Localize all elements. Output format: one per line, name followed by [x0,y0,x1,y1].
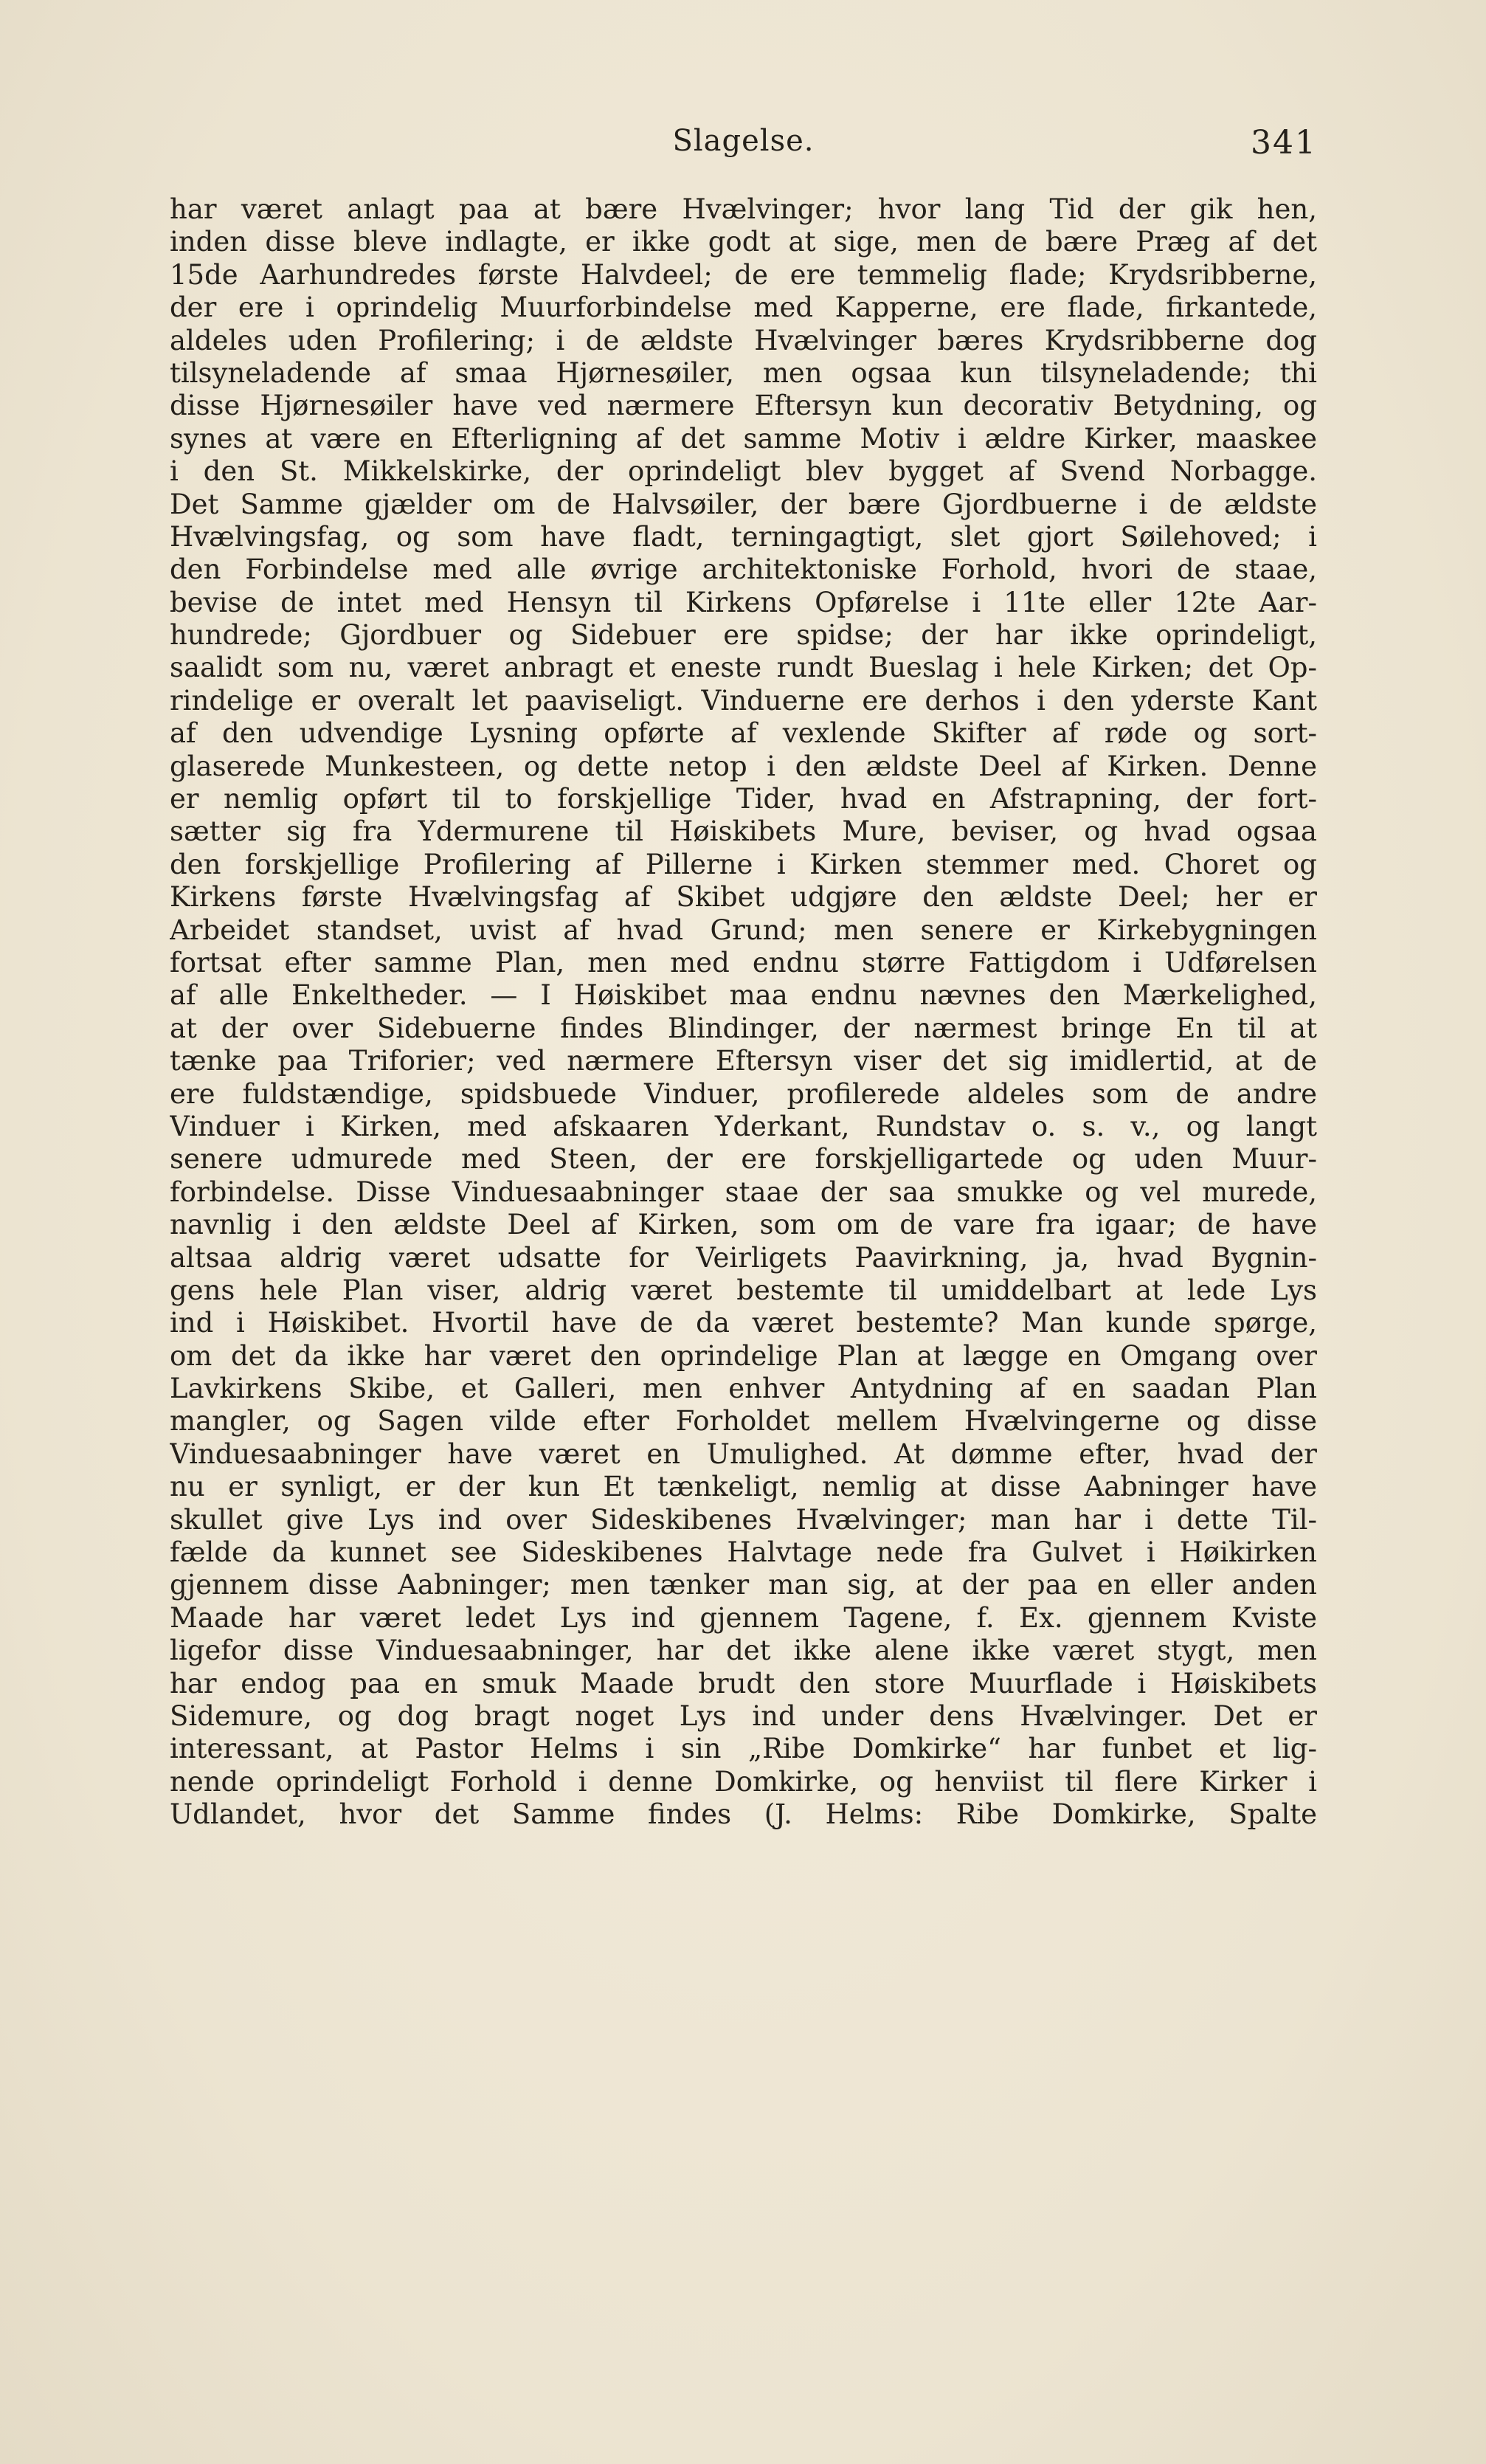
text-line: aldeles uden Profilering; i de ældste Hvælvinger bæres Krydsribberne dog [170,324,1317,356]
text-line: altsaa aldrig været udsatte for Veirligets Paavirkning, ja, hvad Bygnin- [170,1241,1317,1274]
text-line: saalidt som nu, været anbragt et eneste rundt Bueslag i hele Kirken; det Op- [170,652,1317,684]
text-line: Vinduesaabninger have været en Umulighed. At dømme efter, hvad der [170,1438,1317,1470]
text-line: tilsyneladende af smaa Hjørnesøiler, men ogsaa kun tilsyneladende; thi [170,356,1317,389]
text-line: Udlandet, hvor det Samme findes (J. Helms: Ribe Domkirke, Spalte [170,1798,1317,1831]
text-line: rindelige er overalt let paaviseligt. Vinduerne ere derhos i den yderste Kant [170,684,1317,717]
text-line: fælde da kunnet see Sideskibenes Halvtage nede fra Gulvet i Høikirken [170,1536,1317,1569]
text-line: interessant, at Pastor Helms i sin „Ribe Domkirke“ har funbet et lig- [170,1733,1317,1765]
text-line: har endog paa en smuk Maade brudt den store Muurflade i Høiskibets [170,1667,1317,1699]
text-line: nende oprindeligt Forhold i denne Domkirke, og henviist til flere Kirker i [170,1765,1317,1798]
page-number: 341 [1251,124,1317,162]
body-text [170,193,1317,1832]
text-line: forbindelse. Disse Vinduesaabninger staae der saa smukke og vel murede, [170,1176,1317,1208]
text-line: bevise de intet med Hensyn til Kirkens Opførelse i 11te eller 12te Aar- [170,586,1317,618]
text-line: Arbeidet standset, uvist af hvad Grund; men senere er Kirkebygningen [170,914,1317,946]
text-line: Lavkirkens Skibe, et Galleri, men enhver Antydning af en saadan Plan [170,1373,1317,1405]
text-line: Hvælvingsfag, og som have fladt, terningagtigt, slet gjort Søilehoved; i [170,520,1317,553]
text-line: er nemlig opført til to forskjellige Tider, hvad en Afstrapning, der fort- [170,783,1317,815]
text-line: Det Samme gjælder om de Halvsøiler, der bære Gjordbuerne i de ældste [170,488,1317,520]
text-line: gjennem disse Aabninger; men tænker man sig, at der paa en eller anden [170,1569,1317,1601]
text-line: synes at være en Efterligning af det samme Motiv i ældre Kirker, maaskee [170,422,1317,455]
text-line: inden disse bleve indlagte, er ikke godt at sige, men de bære Præg af det [170,226,1317,258]
text-line: i den St. Mikkelskirke, der oprindeligt blev bygget af Svend Norbagge. [170,455,1317,488]
text-line: disse Hjørnesøiler have ved nærmere Eftersyn kun decorativ Betydning, og [170,390,1317,422]
text-line: har været anlagt paa at bære Hvælvinger; hvor lang Tid der gik hen, [170,193,1317,225]
text-line: ere fuldstændige, spidsbuede Vinduer, profilerede aldeles som de andre [170,1077,1317,1110]
text-line: ind i Høiskibet. Hvortil have de da været bestemte? Man kunde spørge, [170,1307,1317,1339]
text-line: af alle Enkeltheder. — I Høiskibet maa endnu nævnes den Mærkelighed, [170,979,1317,1012]
text-line: Maade har været ledet Lys ind gjennem Tagene, f. Ex. gjennem Kviste [170,1601,1317,1634]
text-line: at der over Sidebuerne findes Blindinger, der nærmest bringe En til at [170,1012,1317,1044]
text-line: glaserede Munkesteen, og dette netop i den ældste Deel af Kirken. Denne [170,750,1317,782]
text-line: skullet give Lys ind over Sideskibenes Hvælvinger; man har i dette Til- [170,1503,1317,1536]
text-line: den forskjellige Profilering af Pillerne i Kirken stemmer med. Choret og [170,848,1317,880]
page-header [170,124,1317,168]
text-line: sætter sig fra Ydermurene til Høiskibets Mure, beviser, og hvad ogsaa [170,815,1317,848]
text-line: af den udvendige Lysning opførte af vexlende Skifter af røde og sort- [170,717,1317,750]
running-head: Slagelse. [672,124,815,158]
text-line: om det da ikke har været den oprindelige Plan at lægge en Omgang over [170,1339,1317,1372]
text-line: 15de Aarhundredes første Halvdeel; de ere temmelig flade; Krydsribberne, [170,258,1317,291]
text-line: den Forbindelse med alle øvrige architektoniske Forhold, hvori de staae, [170,553,1317,586]
text-line: nu er synligt, er der kun Et tænkeligt, nemlig at disse Aabninger have [170,1471,1317,1503]
text-line: der ere i oprindelig Muurforbindelse med Kapperne, ere flade, firkantede, [170,291,1317,324]
text-line: senere udmurede med Steen, der ere forskjelligartede og uden Muur- [170,1143,1317,1176]
text-line: fortsat efter samme Plan, men med endnu større Fattigdom i Udførelsen [170,946,1317,979]
text-line: ligefor disse Vinduesaabninger, har det ikke alene ikke været stygt, men [170,1635,1317,1667]
text-line: Kirkens første Hvælvingsfag af Skibet udgjøre den ældste Deel; her er [170,881,1317,914]
text-line: tænke paa Triforier; ved nærmere Eftersyn viser det sig imidlertid, at de [170,1045,1317,1077]
text-line: Vinduer i Kirken, med afskaaren Yderkant, Rundstav o. s. v., og langt [170,1110,1317,1142]
text-line: gens hele Plan viser, aldrig været bestemte til umiddelbart at lede Lys [170,1274,1317,1306]
text-line: mangler, og Sagen vilde efter Forholdet mellem Hvælvingerne og disse [170,1405,1317,1438]
text-line: Sidemure, og dog bragt noget Lys ind under dens Hvælvinger. Det er [170,1699,1317,1732]
text-line: navnlig i den ældste Deel af Kirken, som om de vare fra igaar; de have [170,1209,1317,1241]
text-line: hundrede; Gjordbuer og Sidebuer ere spidse; der har ikke oprindeligt, [170,619,1317,652]
